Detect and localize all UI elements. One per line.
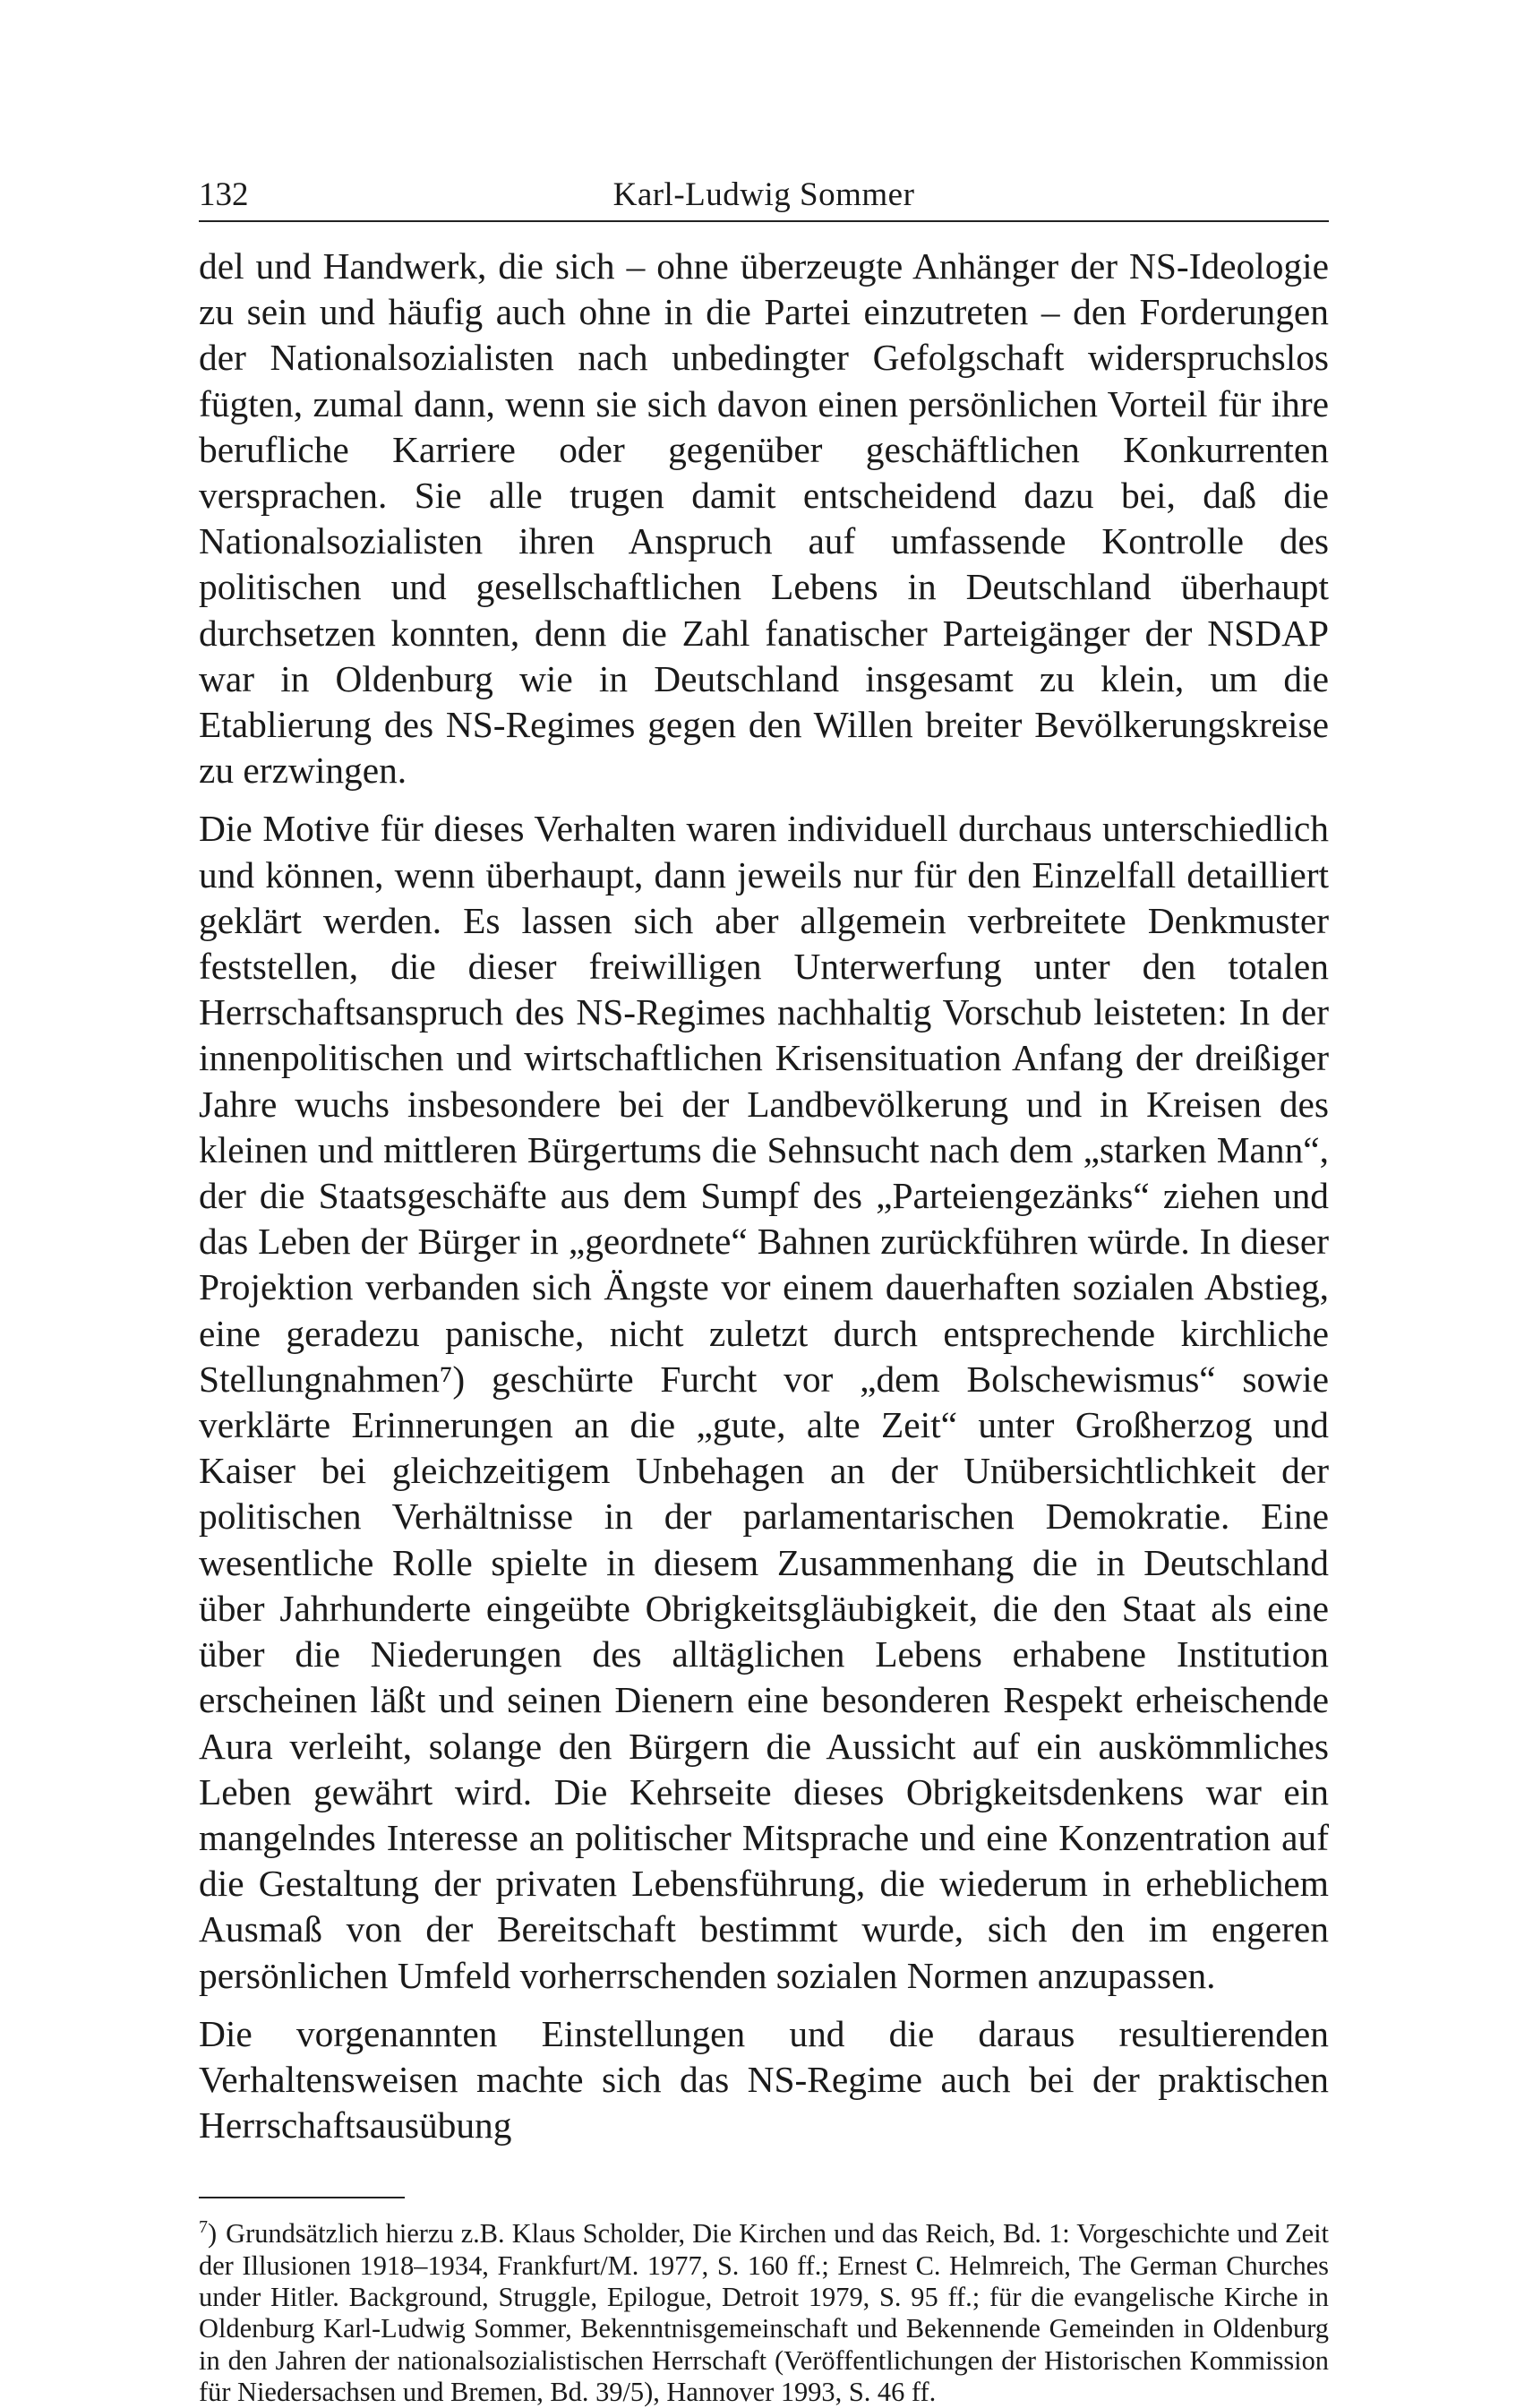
footnote-divider [199,2197,405,2198]
body-text [199,244,1329,2148]
paragraph-2: Die Motive für dieses Verhalten waren individuell durchaus unterschiedlich und können, wenn überhaupt, dann jeweils nur für den Einzelfall detailliert geklärt werden. Es lassen sich aber allgemein verbreitete Denkmuster feststellen, die dieser freiwilligen Unterwerfung unter den totalen Herrschaftsanspruch des NS-Regimes nachhaltig Vorschub leisteten: In der innenpolitischen und wirtschaftlichen Krisensituation Anfang der dreißiger Jahre wuchs insbesondere bei der Landbevölkerung und in Kreisen des kleinen und mittleren Bürgertums die Sehnsucht nach dem „starken Mann“, der die Staatsgeschäfte aus dem Sumpf des „Parteiengezänks“ ziehen und das Leben der Bürger in „geordnete“ Bahnen zurückführen würde. In dieser Projektion verbanden sich Ängste vor einem dauerhaften sozialen Abstieg, eine geradezu panische, nicht zuletzt durch entsprechende kirchliche Stellungnahmen⁷) geschürte Furcht vor „dem Bolschewismus“ sowie verklärte Erinnerungen an die „gute, alte Zeit“ unter Großherzog und Kaiser bei gleichzeitigem Unbehagen an der Unübersichtlichkeit der politischen Verhältnisse in der parlamentarischen Demokratie. Eine wesentliche Rolle spielte in diesem Zusammenhang die in Deutschland über Jahrhunderte eingeübte Obrigkeitsgläubigkeit, die den Staat als eine über die Niederungen des alltäglichen Lebens erhabene Institution erscheinen läßt und seinen Dienern eine besonderen Respekt erheischende Aura verleiht, solange den Bürgern die Aussicht auf ein auskömmliches Leben gewährt wird. Die Kehrseite dieses Obrigkeitsdenkens war ein mangelndes Interesse an politischer Mitsprache und eine Konzentration auf die Gestaltung der privaten Lebensführung, die wiederum in erheblichem Ausmaß von der Bereitschaft bestimmt wurde, sich den im engeren persönlichen Umfeld vorherrschenden sozialen Normen anzupassen. [199,808,1329,1996]
book-page [199,170,1329,2408]
running-head [199,170,1329,222]
running-title: Karl-Ludwig Sommer [612,176,915,213]
footnote-text: Grundsätzlich hierzu z.B. Klaus Scholder, Die Kirchen und das Reich, Bd. 1: Vorgeschichte und Zeit der Illusionen 1918–1934, Frankfurt/M. 1977, S. 160 ff.; Ernest C. Helmreich, The German Churches under Hitler. Background, Struggle, Epilogue, Detroit 1979, S. 95 ff.; für die evangelische Kirche in Oldenburg Karl-Ludwig Sommer, Bekenntnisgemeinschaft und Bekennende Gemeinden in Oldenburg in den Jahren der nationalsozialistischen Herrschaft (Veröffentlichungen der Historischen Kommission für Niedersachsen und Bremen, Bd. 39/5), Hannover 1993, S. 46 ff. [199,2218,1329,2407]
footnote [199,2218,1329,2408]
paragraph-1: del und Handwerk, die sich – ohne überzeugte Anhänger der NS-Ideologie zu sein und häufig auch ohne in die Partei einzutreten – den Forderungen der Nationalsozialisten nach unbedingter Gefolgschaft widerspruchslos fügten, zumal dann, wenn sie sich davon einen persönlichen Vorteil für ihre berufliche Karriere oder gegenüber geschäftlichen Konkurrenten versprachen. Sie alle trugen damit entscheidend dazu bei, daß die Nationalsozialisten ihren Anspruch auf umfassende Kontrolle des politischen und gesellschaftlichen Lebens in Deutschland überhaupt durchsetzen konnten, denn die Zahl fanatischer Parteigänger der NSDAP war in Oldenburg wie in Deutschland insgesamt zu klein, um die Etablierung des NS-Regimes gegen den Willen breiter Bevölkerungskreise zu erzwingen. [199,245,1329,792]
footnote-marker: 7 [199,2217,208,2238]
page-number: 132 [199,176,249,213]
paragraph-3: Die vorgenannten Einstellungen und die daraus resultierenden Verhaltensweisen machte sich das NS-Regime auch bei der praktischen Herrschaftsausübung [199,2012,1329,2147]
footnote-marker-paren: ) [208,2218,218,2249]
